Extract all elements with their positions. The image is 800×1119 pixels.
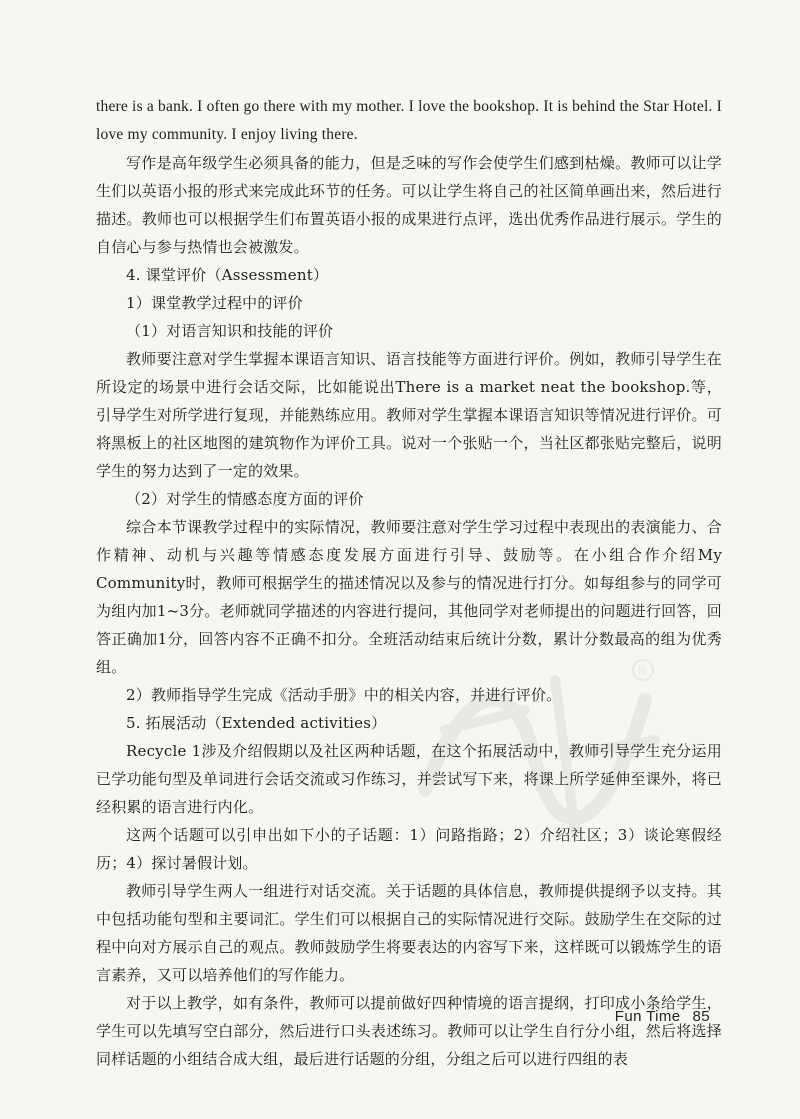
paragraph-writing: 写作是高年级学生必须具备的能力，但是乏味的写作会使学生们感到枯燥。教师可以让学生们以英语小报的形式来完成此环节的任务。可以让学生将自己的社区简单画出来，然后进行描述。教师也可以根据学生们布置英语小报的成果进行点评，选出优秀作品进行展示。学生的自信心与参与热情也会被激发。	[96, 154, 722, 256]
page-body	[96, 93, 722, 1073]
paragraph-continued-english: there is a bank. I often go there with my mother. I love the bookshop. It is behind the Star Hotel. I love my community. I enjoy living there.	[96, 98, 722, 143]
paragraph-language-evaluation: 教师要注意对学生掌握本课语言知识、语言技能等方面进行评价。例如，教师引导学生在所设定的场景中进行会话交际，比如能说出There is a market neat the bookshop.等，引导学生对所学进行复现，并能熟练应用。教师对学生掌握本课语言知识等情况进行评价。可将黑板上的社区地图的建筑物作为评价工具。说对一个张贴一个，当社区都张贴完整后，说明学生的努力达到了一定的效果。	[96, 350, 722, 480]
paragraph-attitude-evaluation: 综合本节课教学过程中的实际情况，教师要注意对学生学习过程中表现出的表演能力、合作精神、动机与兴趣等情感态度发展方面进行引导、鼓励等。在小组合作介绍My Community时，教师可根据学生的描述情况以及参与的情况进行打分。如每组参与的同学可为组内加1~3分。老师就同学描述的内容进行提问，其他同学对老师提出的问题进行回答，回答正确加1分，回答内容不正确不扣分。全班活动结束后统计分数，累计分数最高的组为优秀组。	[96, 518, 722, 676]
svg-text:R: R	[638, 664, 647, 678]
subheading-classroom-evaluation: 1）课堂教学过程中的评价	[126, 294, 303, 312]
paragraph-subtopics: 这两个话题可以引申出如下小的子话题：1）问路指路；2）介绍社区；3）谈论寒假经历；4）探讨暑假计划。	[96, 826, 722, 872]
subheading-attitude: （2）对学生的情感态度方面的评价	[126, 490, 364, 508]
subheading-language-skills: （1）对语言知识和技能的评价	[126, 322, 334, 340]
heading-extended-activities: 5. 拓展活动（Extended activities）	[126, 714, 387, 732]
paragraph-pair-work: 教师引导学生两人一组进行对话交流。关于话题的具体信息，教师提供提纲予以支持。其中包括功能句型和主要词汇。学生们可以根据自己的实际情况进行交际。鼓励学生在交际的过程中向对方展示自己的观点。教师鼓励学生将要表达的内容写下来，这样既可以锻炼学生的语言素养，又可以培养他们的写作能力。	[96, 882, 722, 984]
paragraph-outline: 对于以上教学，如有条件，教师可以提前做好四种情境的语言提纲，打印成小条给学生，学生可以先填写空白部分，然后进行口头表述练习。教师可以让学生自行分小组，然后将选择同样话题的小组结合成大组，最后进行话题的分组，分组之后可以进行四组的表	[96, 994, 722, 1068]
page-footer	[615, 1008, 710, 1025]
heading-assessment: 4. 课堂评价（Assessment）	[126, 266, 329, 284]
paragraph-activity-book: 2）教师指导学生完成《活动手册》中的相关内容，并进行评价。	[126, 686, 562, 704]
page-number: 85	[692, 1008, 710, 1025]
book-title: Fun Time	[614, 1008, 681, 1025]
paragraph-recycle: Recycle 1涉及介绍假期以及社区两种话题，在这个拓展活动中，教师引导学生充分运用已学功能句型及单词进行会话交流或习作练习，并尝试写下来，将课上所学延伸至课外，将已经积累的语言进行内化。	[96, 742, 722, 816]
